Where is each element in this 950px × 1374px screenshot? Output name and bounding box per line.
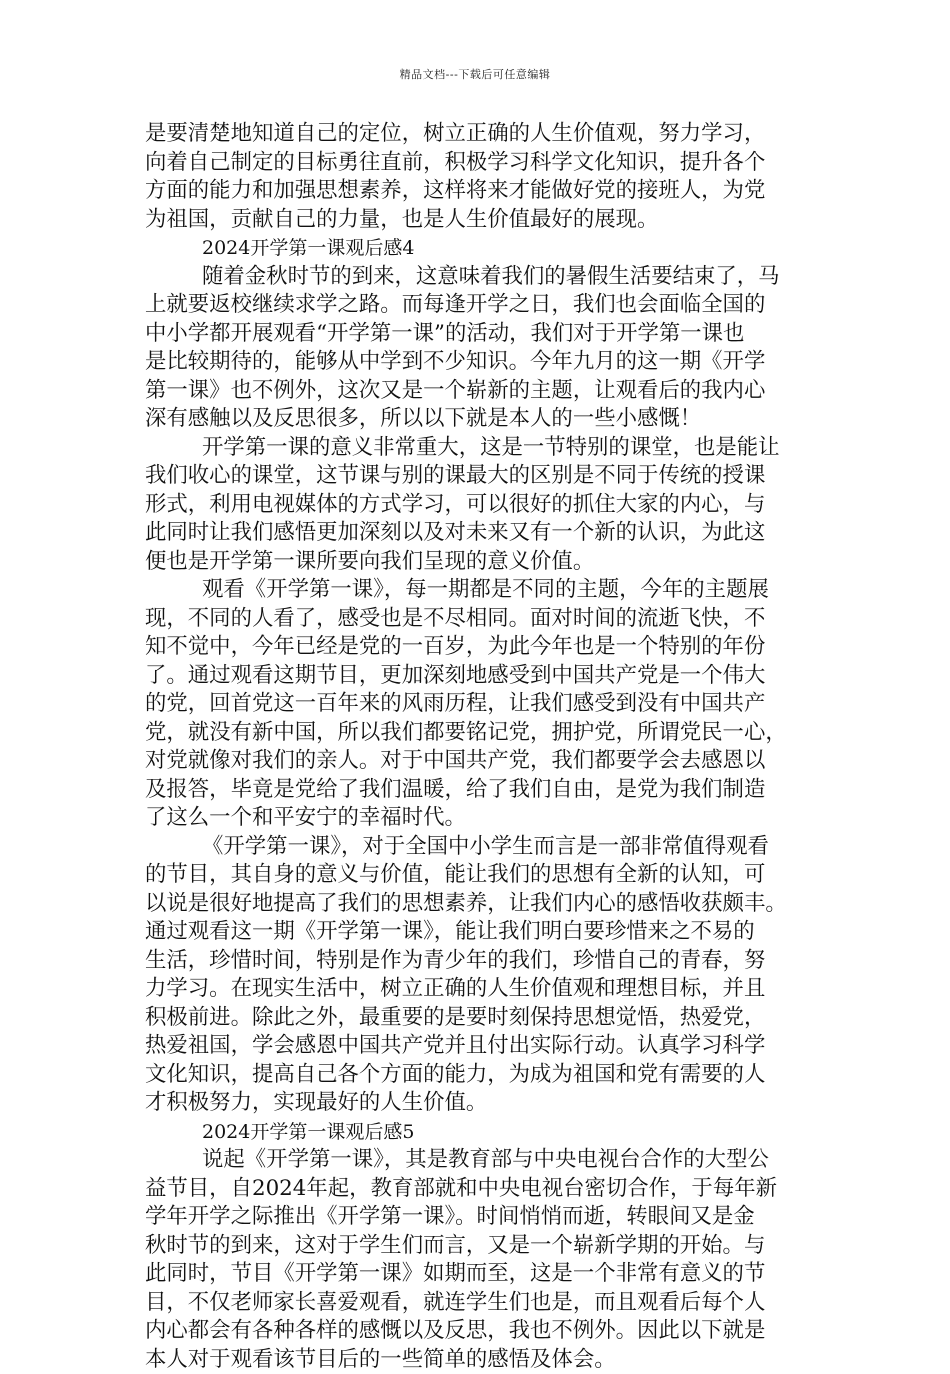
text-line: 深有感触以及反思很多，所以以下就是本人的一些小感慨！ [145,405,809,434]
text-line: 目，不仅老师家长喜爱观看，就连学生们也是，而且观看后每个人 [145,1289,809,1318]
text-line: 向着自己制定的目标勇往直前，积极学习科学文化知识，提升各个 [145,149,809,178]
text-line: 的节目，其自身的意义与价值，能让我们的思想有全新的认知，可 [145,861,809,890]
text-line: 以说是很好地提高了我们的思想素养，让我们内心的感悟收获颇丰。 [145,890,809,919]
text-line: 方面的能力和加强思想素养，这样将来才能做好党的接班人，为党 [145,177,809,206]
text-line: 通过观看这一期《开学第一课》，能让我们明白要珍惜来之不易的 [145,918,809,947]
text-line: 知不觉中，今年已经是党的一百岁，为此今年也是一个特别的年份 [145,633,809,662]
text-line: 形式，利用电视媒体的方式学习，可以很好的抓住大家的内心，与 [145,491,809,520]
text-line: 力学习。在现实生活中，树立正确的人生价值观和理想目标，并且 [145,975,809,1004]
text-line: 文化知识，提高自己各个方面的能力，为成为祖国和党有需要的人 [145,1061,809,1090]
text-line: 党，就没有新中国，所以我们都要铭记党，拥护党，所谓党民一心， [145,719,809,748]
text-line: 益节目，自2024年起，教育部就和中央电视台密切合作，于每年新 [145,1175,809,1204]
text-line: 中小学都开展观看“开学第一课”的活动，我们对于开学第一课也 [145,320,809,349]
page-header: 精品文档---下载后可任意编辑 [0,66,950,82]
text-line: 学年开学之际推出《开学第一课》。时间悄悄而逝，转眼间又是金 [145,1203,809,1232]
text-line: 观看《开学第一课》，每一期都是不同的主题，今年的主题展 [145,576,809,605]
text-line: 是要清楚地知道自己的定位，树立正确的人生价值观，努力学习， [145,120,809,149]
text-line: 开学第一课的意义非常重大，这是一节特别的课堂，也是能让 [145,434,809,463]
text-line: 对党就像对我们的亲人。对于中国共产党，我们都要学会去感恩以 [145,747,809,776]
text-line: 说起《开学第一课》，其是教育部与中央电视台合作的大型公 [145,1146,809,1175]
text-line: 生活，珍惜时间，特别是作为青少年的我们，珍惜自己的青春，努 [145,947,809,976]
text-line: 内心都会有各种各样的感慨以及反思，我也不例外。因此以下就是 [145,1317,809,1346]
section-heading: 2024开学第一课观后感4 [145,234,809,263]
text-line: 便也是开学第一课所要向我们呈现的意义价值。 [145,548,809,577]
document-body [145,120,809,1374]
text-line: 上就要返校继续求学之路。而每逢开学之日，我们也会面临全国的 [145,291,809,320]
text-line: 为祖国，贡献自己的力量，也是人生价值最好的展现。 [145,206,809,235]
section-heading: 2024开学第一课观后感5 [145,1118,809,1147]
text-line: 第一课》也不例外，这次又是一个崭新的主题，让观看后的我内心 [145,377,809,406]
text-line: 及报答，毕竟是党给了我们温暖，给了我们自由，是党为我们制造 [145,776,809,805]
text-line: 了这么一个和平安宁的幸福时代。 [145,804,809,833]
text-line: 热爱祖国，学会感恩中国共产党并且付出实际行动。认真学习科学 [145,1032,809,1061]
text-line: 是比较期待的，能够从中学到不少知识。今年九月的这一期《开学 [145,348,809,377]
text-line: 我们收心的课堂，这节课与别的课最大的区别是不同于传统的授课 [145,462,809,491]
text-line: 《开学第一课》，对于全国中小学生而言是一部非常值得观看 [145,833,809,862]
text-line: 的党，回首党这一百年来的风雨历程，让我们感受到没有中国共产 [145,690,809,719]
text-line: 随着金秋时节的到来，这意味着我们的暑假生活要结束了，马 [145,263,809,292]
text-line: 此同时让我们感悟更加深刻以及对未来又有一个新的认识，为此这 [145,519,809,548]
text-line: 现，不同的人看了，感受也是不尽相同。面对时间的流逝飞快，不 [145,605,809,634]
text-line: 本人对于观看该节目后的一些简单的感悟及体会。 [145,1346,809,1374]
text-line: 积极前进。除此之外，最重要的是要时刻保持思想觉悟，热爱党， [145,1004,809,1033]
text-line: 才积极努力，实现最好的人生价值。 [145,1089,809,1118]
text-line: 此同时，节目《开学第一课》如期而至，这是一个非常有意义的节 [145,1260,809,1289]
text-line: 了。通过观看这期节目，更加深刻地感受到中国共产党是一个伟大 [145,662,809,691]
text-line: 秋时节的到来，这对于学生们而言，又是一个崭新学期的开始。与 [145,1232,809,1261]
